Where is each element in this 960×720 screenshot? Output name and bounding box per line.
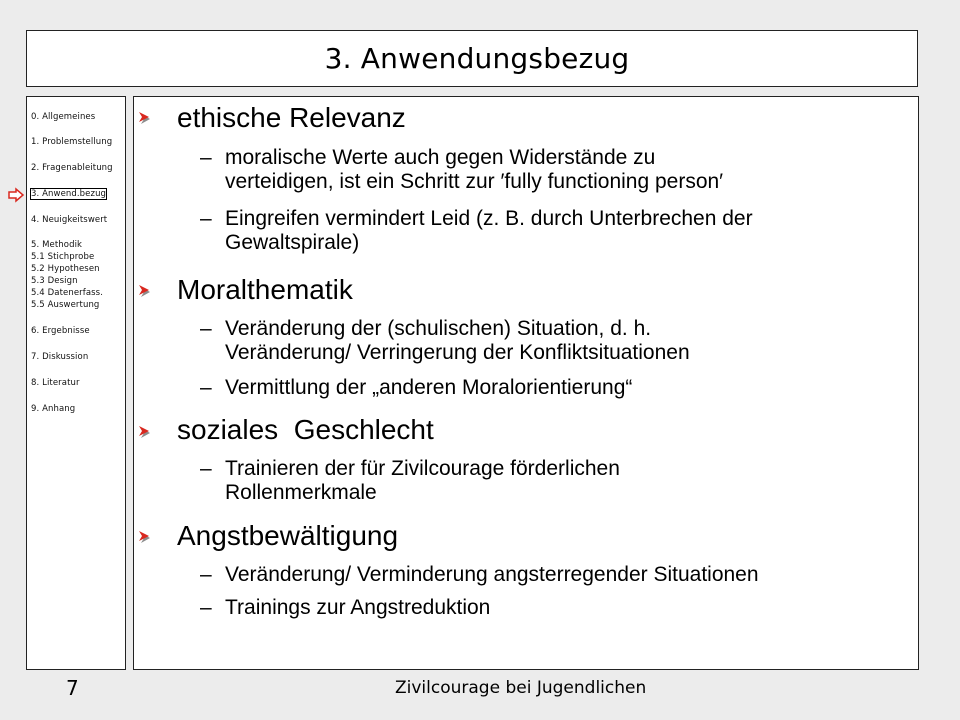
sub-item-line: Veränderung/ Verminderung angsterregender Situationen (225, 563, 759, 586)
arrow-bullet-icon (138, 284, 154, 298)
sub-bullet-dash: – (200, 207, 212, 230)
nav-item-auswertung[interactable]: 5.5 Auswertung (31, 300, 100, 310)
arrow-bullet-icon (138, 111, 154, 125)
nav-item-allgemeines[interactable]: 0. Allgemeines (31, 112, 96, 122)
sub-item-line: Trainieren der für Zivilcourage förderlichen (225, 457, 620, 480)
sub-item-text (225, 457, 915, 505)
section-heading-moralthematik: Moralthematik (177, 274, 353, 305)
sub-item-text (225, 317, 915, 365)
arrow-bullet-icon (138, 530, 154, 544)
nav-item-design[interactable]: 5.3 Design (31, 276, 78, 286)
section-heading-ethische-relevanz: ethische Relevanz (177, 102, 406, 133)
sub-item-text (225, 207, 915, 255)
nav-item-neuigkeitswert[interactable]: 4. Neuigkeitswert (31, 215, 108, 225)
sub-item-line: verteidigen, ist ein Schritt zur ′fully functioning person′ (225, 170, 724, 193)
navigation-panel (26, 96, 126, 670)
sub-item-line: Vermittlung der „anderen Moralorientierung“ (225, 376, 633, 399)
sub-bullet-dash: – (200, 376, 212, 399)
section-heading-angstbewaeltigung: Angstbewältigung (177, 520, 399, 551)
arrow-bullet-icon (138, 425, 154, 439)
sub-item-text (225, 146, 915, 194)
nav-item-datenerfassung[interactable]: 5.4 Datenerfass. (31, 288, 104, 298)
nav-item-ergebnisse[interactable]: 6. Ergebnisse (31, 326, 90, 336)
sub-item-line: Rollenmerkmale (225, 481, 377, 504)
sub-item-text (225, 563, 915, 587)
nav-item-methodik[interactable]: 5. Methodik (31, 240, 83, 250)
sub-item-line: moralische Werte auch gegen Widerstände zu (225, 146, 656, 169)
sub-item-line: Eingreifen vermindert Leid (z. B. durch Unterbrechen der (225, 207, 753, 230)
sub-item-line: Veränderung der (schulischen) Situation, d. h. (225, 317, 652, 340)
sub-bullet-dash: – (200, 317, 212, 340)
nav-item-problemstellung[interactable]: 1. Problemstellung (31, 137, 113, 147)
slide-title: 3. Anwendungsbezug (324, 42, 630, 75)
sub-bullet-dash: – (200, 146, 212, 169)
sub-bullet-dash: – (200, 563, 212, 586)
nav-item-anhang[interactable]: 9. Anhang (31, 404, 76, 414)
sub-item-line: Veränderung/ Verringerung der Konfliktsituationen (225, 341, 690, 364)
nav-item-anwendungsbezug[interactable]: 3. Anwend.bezug (31, 189, 107, 199)
sub-item-text (225, 376, 915, 400)
nav-item-hypothesen[interactable]: 5.2 Hypothesen (31, 264, 100, 274)
sub-bullet-dash: – (200, 457, 212, 480)
nav-item-literatur[interactable]: 8. Literatur (31, 378, 80, 388)
sub-item-line: Trainings zur Angstreduktion (225, 596, 491, 619)
nav-item-diskussion[interactable]: 7. Diskussion (31, 352, 89, 362)
sub-item-text (225, 596, 915, 620)
sub-bullet-dash: – (200, 596, 212, 619)
slide-title-box (26, 30, 918, 87)
nav-item-fragenableitung[interactable]: 2. Fragenableitung (31, 163, 113, 173)
current-section-arrow-icon (7, 187, 25, 203)
footer-title: Zivilcourage bei Jugendlichen (395, 678, 647, 698)
section-heading-soziales-geschlecht: soziales Geschlecht (177, 414, 434, 445)
page-number: 7 (66, 676, 79, 700)
nav-item-stichprobe[interactable]: 5.1 Stichprobe (31, 252, 95, 262)
sub-item-line: Gewaltspirale) (225, 231, 360, 254)
